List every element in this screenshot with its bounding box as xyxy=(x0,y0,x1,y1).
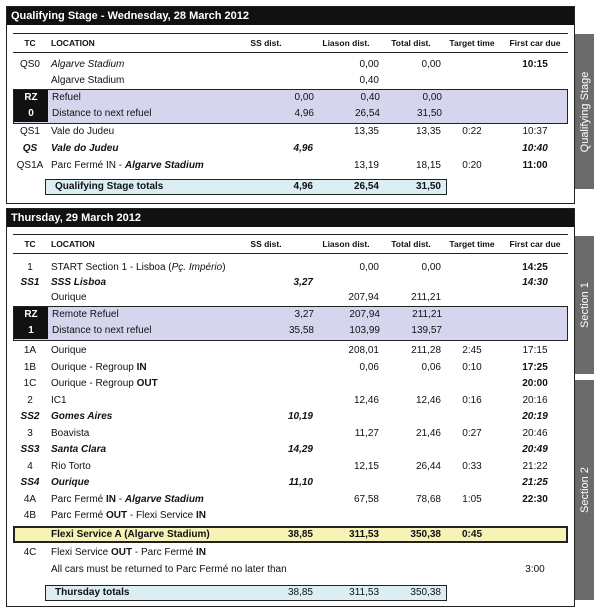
ss-dist-cell xyxy=(235,360,313,376)
liason-dist-cell: 0,00 xyxy=(359,59,379,70)
total-dist-cell xyxy=(379,376,441,392)
first-car-due-cell: 3:00 xyxy=(525,564,545,575)
location-part: IN xyxy=(196,510,207,521)
target-time-cell xyxy=(443,141,501,157)
first-car-due-cell: 10:40 xyxy=(522,143,548,154)
refuel-liason-dist: 103,99 xyxy=(349,325,380,336)
location-part: IN xyxy=(106,493,117,505)
ss-dist-cell: 4,96 xyxy=(293,143,313,154)
location-part: IN xyxy=(196,547,207,558)
first-car-due-cell: 10:37 xyxy=(522,126,548,137)
location-part: Ourique - Regroup xyxy=(51,361,137,373)
tc-cell: 4C xyxy=(23,547,37,558)
total-dist-cell: 0,06 xyxy=(421,361,441,373)
location-cell xyxy=(51,545,266,561)
qualifying-stage-block xyxy=(6,6,575,204)
first-car-due-cell: 21:25 xyxy=(522,477,548,488)
table-row xyxy=(13,141,568,157)
target-time-cell: 0:20 xyxy=(462,160,482,171)
thursday-totals-ss: 38,85 xyxy=(287,587,313,598)
table-row xyxy=(13,124,568,140)
tc-cell: SS2 xyxy=(20,411,40,422)
first-car-due-cell: 20:00 xyxy=(522,378,548,389)
flexi-service-label: Flexi Service A (Algarve Stadium) xyxy=(51,529,210,540)
thursday-totals-liason: 311,53 xyxy=(349,587,379,598)
target-time-cell xyxy=(443,260,501,276)
qualifying-totals-total: 31,50 xyxy=(415,181,441,192)
tc-cell xyxy=(13,562,47,578)
location-cell xyxy=(51,492,266,508)
header-tc: TC xyxy=(24,38,36,48)
refuel-ss-dist: 4,96 xyxy=(294,108,314,119)
location-cell: IC1 xyxy=(51,394,67,406)
location-cell: Santa Clara xyxy=(51,444,107,455)
ss-dist-cell: 11,10 xyxy=(288,477,313,488)
location-part: OUT xyxy=(136,378,158,389)
total-dist-cell: 0,00 xyxy=(421,262,441,273)
total-dist-cell xyxy=(379,545,441,561)
location-cell: Algarve Stadium xyxy=(51,75,125,86)
ss-dist-cell xyxy=(235,459,313,475)
liason-dist-cell: 0,40 xyxy=(359,75,379,86)
header-total-dist: Total dist. xyxy=(391,38,431,48)
liason-dist-cell: 12,15 xyxy=(353,460,379,472)
location-cell: Ourique xyxy=(51,345,87,356)
location-part: IN xyxy=(136,361,147,373)
target-time-cell xyxy=(443,562,501,578)
total-dist-cell: 13,35 xyxy=(415,126,441,137)
target-time-cell xyxy=(443,290,501,306)
flexi-service-ss: 38,85 xyxy=(287,529,313,540)
total-dist-cell: 26,44 xyxy=(415,460,441,472)
target-time-cell xyxy=(443,508,501,524)
location-cell: Gomes Aires xyxy=(51,411,113,422)
location-part: Ourique - Regroup xyxy=(51,378,137,389)
location-part: Algarve Stadium xyxy=(124,493,204,505)
ss-dist-cell xyxy=(235,57,313,73)
thursday-refuel-zone xyxy=(13,306,568,341)
location-part: Parc Fermé IN - xyxy=(51,160,125,171)
location-cell xyxy=(51,158,266,174)
ss-dist-cell xyxy=(235,376,313,392)
refuel-zone-number: 0 xyxy=(28,108,34,119)
total-dist-cell xyxy=(379,508,441,524)
target-time-cell xyxy=(443,73,501,89)
table-row xyxy=(13,393,568,409)
qualifying-stage-side-tab xyxy=(575,34,594,189)
table-row xyxy=(13,360,568,376)
refuel-liason-dist: 26,54 xyxy=(354,108,380,119)
location-cell xyxy=(51,360,266,376)
location-cell: SSS Lisboa xyxy=(51,277,107,288)
thursday-header-row xyxy=(13,234,568,254)
header-liason-dist: Liason dist. xyxy=(322,239,370,249)
table-row xyxy=(13,459,568,475)
location-part: Pç. Império xyxy=(171,262,223,273)
total-dist-cell xyxy=(379,442,441,458)
ss-dist-cell xyxy=(235,290,313,306)
liason-dist-cell xyxy=(317,376,379,392)
total-dist-cell xyxy=(379,409,441,425)
location-cell: Vale do Judeu xyxy=(51,126,115,137)
flexi-service-liason: 311,53 xyxy=(348,529,379,540)
first-car-due-cell xyxy=(505,545,565,561)
tc-cell: 4A xyxy=(23,493,37,505)
table-row xyxy=(13,57,568,73)
first-car-due-cell: 21:22 xyxy=(522,460,548,472)
total-dist-cell: 211,21 xyxy=(411,292,441,303)
refuel-row xyxy=(14,323,569,339)
table-row xyxy=(13,475,568,491)
liason-dist-cell: 67,58 xyxy=(353,493,379,505)
header-location: LOCATION xyxy=(51,239,95,249)
target-time-cell xyxy=(443,545,501,561)
total-dist-cell: 12,46 xyxy=(415,394,441,406)
first-car-due-cell: 11:00 xyxy=(522,160,548,171)
tc-cell: 4B xyxy=(23,510,37,521)
first-car-due-cell: 10:15 xyxy=(522,59,548,70)
qualifying-totals-label: Qualifying Stage totals xyxy=(55,181,164,192)
table-row xyxy=(13,260,568,276)
refuel-location: Distance to next refuel xyxy=(52,325,152,336)
tc-cell: 1 xyxy=(27,262,33,273)
ss-dist-cell xyxy=(235,508,313,524)
total-dist-cell xyxy=(379,562,441,578)
first-car-due-cell: 14:30 xyxy=(522,277,548,288)
thursday-block xyxy=(6,208,575,607)
header-first-car-due: First car due xyxy=(509,38,561,48)
flexi-service-total: 350,38 xyxy=(410,529,441,540)
total-dist-cell xyxy=(379,275,441,291)
table-row xyxy=(13,492,568,508)
table-row xyxy=(13,158,568,174)
header-ss-dist: SS dist. xyxy=(250,38,282,48)
tc-cell: SS4 xyxy=(20,477,40,488)
location-part: OUT xyxy=(106,510,128,521)
tc-cell: SS3 xyxy=(20,444,40,455)
location-part: ) xyxy=(222,262,226,273)
location-part: OUT xyxy=(111,547,133,558)
tc-cell: QS1 xyxy=(19,126,40,137)
table-row xyxy=(13,562,568,578)
qualifying-header-row xyxy=(13,33,568,53)
total-dist-cell xyxy=(379,475,441,491)
liason-dist-cell xyxy=(317,409,379,425)
ss-dist-cell: 14,29 xyxy=(287,444,313,455)
target-time-cell: 0:33 xyxy=(462,460,482,472)
header-location: LOCATION xyxy=(51,38,95,48)
first-car-due-cell: 20:46 xyxy=(522,427,548,439)
table-row xyxy=(13,376,568,392)
total-dist-cell: 21,46 xyxy=(415,427,441,439)
table-row xyxy=(13,426,568,442)
refuel-row xyxy=(14,307,569,323)
thursday-totals-total: 350,38 xyxy=(410,587,441,598)
first-car-due-cell: 20:49 xyxy=(522,444,548,455)
ss-dist-cell xyxy=(235,545,313,561)
target-time-cell: 1:05 xyxy=(462,493,482,505)
header-total-dist: Total dist. xyxy=(391,239,431,249)
header-tc: TC xyxy=(24,239,36,249)
liason-dist-cell: 13,19 xyxy=(353,160,379,171)
location-part: Algarve Stadium xyxy=(124,160,204,171)
liason-dist-cell xyxy=(317,475,379,491)
tc-cell: QS xyxy=(22,143,38,154)
target-time-cell xyxy=(443,409,501,425)
liason-dist-cell: 12,46 xyxy=(353,394,379,406)
tc-cell: 1A xyxy=(23,345,37,356)
ss-dist-cell xyxy=(235,343,313,359)
qualifying-totals-row xyxy=(13,179,568,195)
qualifying-totals-liason: 26,54 xyxy=(353,181,379,192)
qualifying-totals-ss: 4,96 xyxy=(293,181,313,192)
table-row xyxy=(13,290,568,306)
header-first-car-due: First car due xyxy=(509,239,561,249)
first-car-due-cell: 20:16 xyxy=(522,394,548,406)
location-cell: Ourique xyxy=(51,292,87,303)
liason-dist-cell xyxy=(317,275,379,291)
liason-dist-cell: 0,06 xyxy=(359,361,379,373)
refuel-zone-number: 1 xyxy=(28,325,34,336)
liason-dist-cell xyxy=(317,141,379,157)
location-cell xyxy=(51,508,266,524)
ss-dist-cell xyxy=(235,158,313,174)
header-liason-dist: Liason dist. xyxy=(322,38,370,48)
thursday-totals-label: Thursday totals xyxy=(55,587,130,598)
liason-dist-cell xyxy=(317,562,379,578)
location-part: - xyxy=(116,493,125,505)
target-time-cell xyxy=(443,475,501,491)
table-row xyxy=(13,73,568,89)
refuel-row xyxy=(14,90,569,106)
location-part: Flexi Service xyxy=(51,547,112,558)
target-time-cell: 2:45 xyxy=(462,345,482,356)
ss-dist-cell xyxy=(235,393,313,409)
ss-dist-cell xyxy=(235,426,313,442)
tc-cell xyxy=(13,73,47,89)
target-time-cell xyxy=(443,442,501,458)
target-time-cell xyxy=(443,57,501,73)
location-cell: Vale do Judeu xyxy=(51,143,119,154)
tc-cell xyxy=(13,290,47,306)
target-time-cell xyxy=(443,275,501,291)
location-part: - Flexi Service xyxy=(127,510,197,521)
target-time-cell: 0:22 xyxy=(462,126,482,137)
refuel-liason-dist: 0,40 xyxy=(360,92,380,103)
liason-dist-cell: 0,00 xyxy=(359,262,379,273)
refuel-total-dist: 0,00 xyxy=(422,92,442,103)
ss-dist-cell: 10,19 xyxy=(287,411,313,422)
refuel-ss-dist: 0,00 xyxy=(294,92,314,103)
total-dist-cell xyxy=(379,141,441,157)
refuel-total-dist: 139,57 xyxy=(411,325,442,336)
first-car-due-cell xyxy=(505,73,565,89)
target-time-cell: 0:16 xyxy=(462,394,482,406)
table-row xyxy=(13,343,568,359)
target-time-cell xyxy=(443,376,501,392)
liason-dist-cell xyxy=(317,442,379,458)
header-target-time: Target time xyxy=(449,239,495,249)
refuel-location: Distance to next refuel xyxy=(52,108,152,119)
tc-cell: 4 xyxy=(27,460,33,472)
thursday-title: Thursday, 29 March 2012 xyxy=(7,209,574,227)
section-2-side-tab xyxy=(575,380,594,600)
refuel-location: Refuel xyxy=(52,92,81,103)
location-cell: Rio Torto xyxy=(51,460,91,472)
total-dist-cell: 78,68 xyxy=(415,493,441,505)
location-part: START Section 1 - Lisboa ( xyxy=(51,262,172,273)
section-1-side-label: Section 1 xyxy=(578,282,591,328)
refuel-zone-label: RZ xyxy=(24,309,38,320)
total-dist-cell: 211,28 xyxy=(411,345,441,356)
first-car-due-cell: 17:25 xyxy=(522,361,548,373)
refuel-ss-dist: 3,27 xyxy=(294,309,314,320)
thursday-totals-row xyxy=(13,585,568,601)
first-car-due-cell: 17:15 xyxy=(522,345,548,356)
tc-cell: 2 xyxy=(27,394,33,406)
table-row xyxy=(13,409,568,425)
tc-cell: SS1 xyxy=(20,277,40,288)
location-cell xyxy=(51,260,266,276)
location-part: Parc Fermé xyxy=(51,510,107,521)
first-car-due-cell xyxy=(505,508,565,524)
header-target-time: Target time xyxy=(449,38,495,48)
ss-dist-cell xyxy=(235,562,313,578)
refuel-total-dist: 31,50 xyxy=(416,108,442,119)
flexi-service-target: 0:45 xyxy=(461,529,482,540)
location-part: - Parc Fermé xyxy=(132,547,197,558)
location-cell: Algarve Stadium xyxy=(51,59,125,70)
tc-cell: 3 xyxy=(27,427,33,439)
tc-cell: QS1A xyxy=(16,160,44,171)
location-cell xyxy=(51,376,266,392)
location-part: Parc Fermé xyxy=(51,493,107,505)
first-car-due-cell xyxy=(505,290,565,306)
liason-dist-cell: 207,94 xyxy=(348,292,379,303)
liason-dist-cell xyxy=(317,545,379,561)
table-row xyxy=(13,275,568,291)
liason-dist-cell xyxy=(317,508,379,524)
refuel-location: Remote Refuel xyxy=(52,309,119,320)
refuel-zone-label: RZ xyxy=(24,92,38,103)
target-time-cell: 0:27 xyxy=(462,427,482,439)
tc-cell: QS0 xyxy=(19,59,40,70)
ss-dist-cell xyxy=(235,73,313,89)
refuel-total-dist: 211,21 xyxy=(412,309,442,320)
location-cell: All cars must be returned to Parc Fermé no later than xyxy=(51,564,287,575)
table-row xyxy=(13,545,568,561)
location-cell: Ourique xyxy=(51,477,90,488)
table-row xyxy=(13,442,568,458)
ss-dist-cell: 3,27 xyxy=(293,277,313,288)
ss-dist-cell xyxy=(235,260,313,276)
first-car-due-cell: 20:19 xyxy=(522,411,548,422)
liason-dist-cell: 13,35 xyxy=(353,126,379,137)
qualifying-stage-side-label: Qualifying Stage xyxy=(578,71,591,152)
qualifying-refuel-zone xyxy=(13,89,568,124)
liason-dist-cell: 208,01 xyxy=(348,345,379,356)
section-1-side-tab xyxy=(575,236,594,374)
total-dist-cell: 18,15 xyxy=(415,160,441,171)
flexi-service-a-row xyxy=(13,526,568,543)
tc-cell: 1B xyxy=(23,361,37,373)
section-2-side-label: Section 2 xyxy=(578,467,591,513)
qualifying-stage-title: Qualifying Stage - Wednesday, 28 March 2012 xyxy=(7,7,574,25)
ss-dist-cell xyxy=(235,124,313,140)
refuel-ss-dist: 35,58 xyxy=(288,325,314,336)
total-dist-cell: 0,00 xyxy=(421,59,441,70)
liason-dist-cell: 11,27 xyxy=(354,427,379,439)
target-time-cell: 0:10 xyxy=(462,361,482,373)
total-dist-cell xyxy=(379,73,441,89)
header-ss-dist: SS dist. xyxy=(250,239,282,249)
first-car-due-cell: 22:30 xyxy=(522,493,548,505)
refuel-liason-dist: 207,94 xyxy=(349,309,380,320)
location-cell: Boavista xyxy=(51,427,90,439)
ss-dist-cell xyxy=(235,492,313,508)
first-car-due-cell: 14:25 xyxy=(522,262,548,273)
table-row xyxy=(13,508,568,524)
refuel-row xyxy=(14,106,569,122)
tc-cell: 1C xyxy=(23,378,37,389)
